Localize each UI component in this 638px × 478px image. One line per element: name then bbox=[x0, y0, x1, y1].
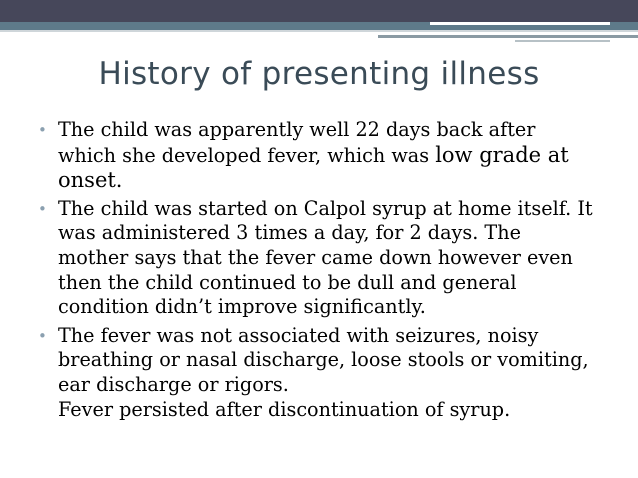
bullet-line: The child was apparently well 22 days back after bbox=[58, 118, 536, 141]
bullet-line: then the child continued to be dull and general bbox=[58, 270, 517, 294]
header-rule bbox=[0, 30, 638, 32]
header-accent-line bbox=[430, 22, 610, 25]
bullet-line: onset. bbox=[58, 168, 123, 193]
bullet-item bbox=[38, 324, 618, 422]
bullet-line: was administered 3 times a day, for 2 days. The bbox=[58, 221, 521, 245]
header-accent-line bbox=[378, 35, 638, 38]
bullet-icon: • bbox=[38, 326, 47, 345]
slide-title: History of presenting illness bbox=[98, 56, 540, 92]
bullet-icon: • bbox=[38, 121, 47, 139]
bullet-text: which she developed fever, which was bbox=[58, 143, 430, 167]
bullet-line: breathing or nasal discharge, loose stools or vomiting, bbox=[58, 348, 589, 372]
bullet-item bbox=[38, 118, 618, 193]
bullet-text-large: low grade at bbox=[435, 142, 569, 167]
bullet-line: ear discharge or rigors. bbox=[58, 372, 289, 396]
bullet-line: The fever was not associated with seizures, noisy bbox=[58, 323, 539, 347]
header-accent-line bbox=[515, 40, 610, 42]
header-band bbox=[0, 0, 638, 22]
bullet-list bbox=[38, 118, 618, 426]
bullet-item bbox=[38, 197, 618, 320]
bullet-line: mother says that the fever came down however even bbox=[58, 245, 573, 269]
bullet-continuation: Fever persisted after discontinuation of syrup. bbox=[58, 397, 511, 421]
bullet-line: condition didn’t improve significantly. bbox=[58, 295, 426, 319]
bullet-line: The child was started on Calpol syrup at home itself. It bbox=[58, 196, 593, 220]
bullet-line bbox=[58, 143, 618, 169]
bullet-icon: • bbox=[38, 199, 47, 218]
